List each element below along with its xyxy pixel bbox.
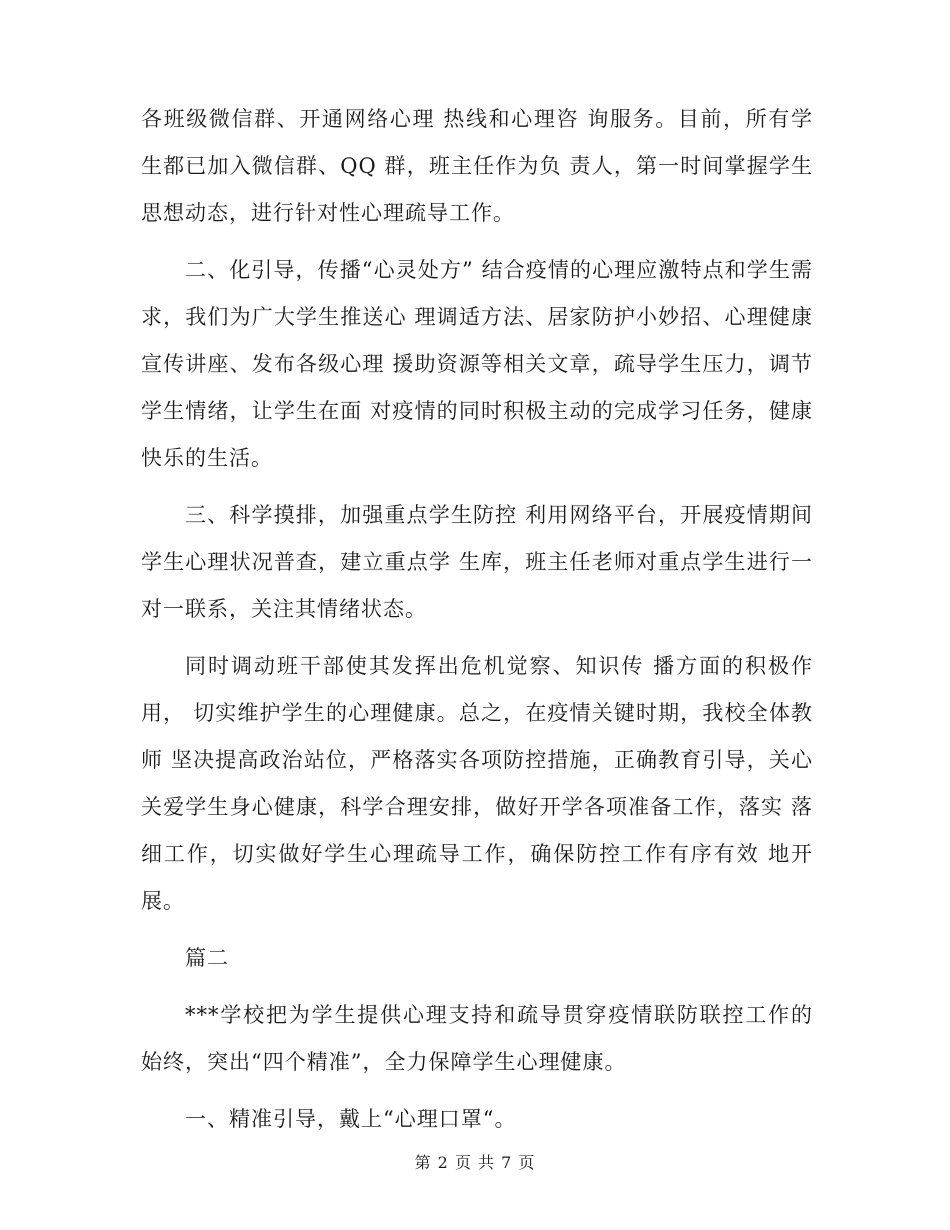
paragraph-6: 一、精准引导，戴上“心理口罩“。 — [185, 1107, 517, 1131]
paragraph-1: 各班级微信群、开通网络心理 热线和心理咨 询服务。目前，所有学生都已加入微信群、QQ 群，班主任作为负 责人，第一时间掌握学生思想动态，进行针对性心理疏导工作。 — [141, 107, 813, 225]
document-body — [141, 96, 813, 1153]
paragraph-4: 同时调动班干部使其发挥出危机觉察、知识传 播方面的积极作用， 切实维护学生的心理健康。总之，在疫情关键时期，我校全体教师 坚决提高政治站位，严格落实各项防控措施，正确教育引导，关心 关爱学生身心健康，科学合理安排，做好开学各项准备工作，落实 落细工作，切实做好学生心理疏导工作，确保防控工作有序有效 地开展。 — [141, 654, 813, 913]
section-heading-part-two: 篇二 — [185, 946, 229, 970]
paragraph-2: 二、化引导，传播“心灵处方” 结合疫情的心理应激特点和学生需求，我们为广大学生推送心 理调适方法、居家防护小妙招、心理健康宣传讲座、发布各级心理 援助资源等相关文章，疏导学生压力，调节学生情绪，让学生在面 对疫情的同时积极主动的完成学习任务，健康快乐的生活。 — [141, 258, 813, 470]
page-number-footer: 第 2 页 共 7 页 — [414, 1153, 536, 1172]
paragraph-5: ***学校把为学生提供心理支持和疏导贯穿疫情联防联控工作的 始终，突出“四个精准”，全力保障学生心理健康。 — [141, 1003, 813, 1074]
paragraph-3: 三、科学摸排，加强重点学生防控 利用网络平台，开展疫情期间学生心理状况普查，建立重点学 生库，班主任老师对重点学生进行一对一联系，关注其情绪状态。 — [141, 503, 813, 621]
